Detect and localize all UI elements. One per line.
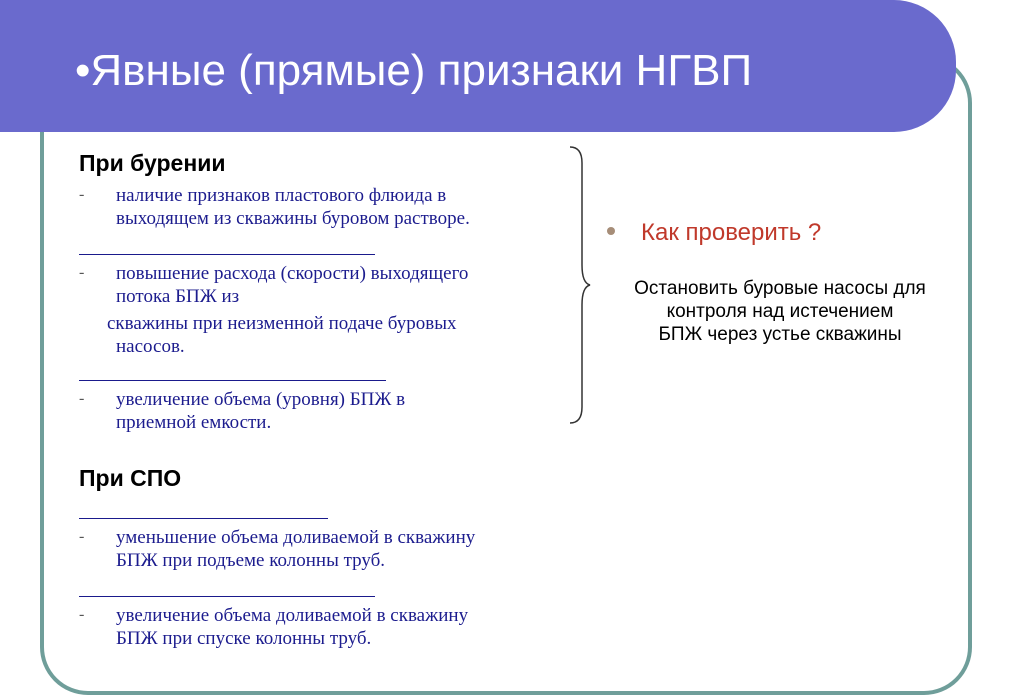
item-line: БПЖ при подъеме колонны труб. — [116, 550, 386, 571]
answer-line: БПЖ через устье скважины — [658, 324, 902, 345]
answer-line: контроля над истечением — [666, 301, 894, 322]
item-line: выходящем из скважины буровом растворе. — [116, 208, 470, 229]
spo-item-1 — [116, 526, 475, 572]
item-line: приемной емкости. — [116, 412, 272, 433]
spo-item-2 — [116, 604, 468, 650]
answer-line: Остановить буровые насосы для — [634, 278, 926, 299]
item-line: повышение расхода (скорости) выходящего — [116, 263, 469, 284]
title-bar — [0, 0, 956, 132]
separator-line — [79, 254, 375, 255]
dash-marker: - — [79, 606, 85, 623]
drilling-item-3 — [116, 388, 405, 434]
dash-marker: - — [79, 528, 85, 545]
page-title: •Явные (прямые) признаки НГВП — [75, 46, 753, 95]
bullet-dot-icon — [607, 227, 615, 235]
check-answer — [600, 277, 960, 346]
curly-brace-icon — [568, 145, 592, 425]
drilling-item-1 — [116, 184, 470, 230]
dash-marker: - — [79, 186, 85, 203]
item-line: БПЖ при спуске колонны труб. — [116, 628, 372, 649]
item-line: насосов. — [116, 336, 185, 357]
separator-line — [79, 380, 386, 381]
drilling-item-2-end — [116, 335, 185, 358]
item-line: скважины при неизменной подаче буровых — [107, 313, 457, 334]
separator-line — [79, 596, 375, 597]
drilling-heading: При бурении — [79, 150, 226, 176]
drilling-item-2-continued — [107, 312, 456, 335]
item-line: наличие признаков пластового флюида в — [116, 185, 447, 206]
drilling-item-2 — [116, 262, 468, 308]
check-question: Как проверить ? — [641, 219, 822, 246]
item-line: уменьшение объема доливаемой в скважину — [116, 527, 476, 548]
separator-line — [79, 518, 328, 519]
spo-heading: При СПО — [79, 465, 182, 491]
dash-marker: - — [79, 390, 85, 407]
dash-marker: - — [79, 264, 85, 281]
item-line: увеличение объема (уровня) БПЖ в — [116, 389, 406, 410]
item-line: потока БПЖ из — [116, 286, 240, 307]
item-line: увеличение объема доливаемой в скважину — [116, 605, 469, 626]
